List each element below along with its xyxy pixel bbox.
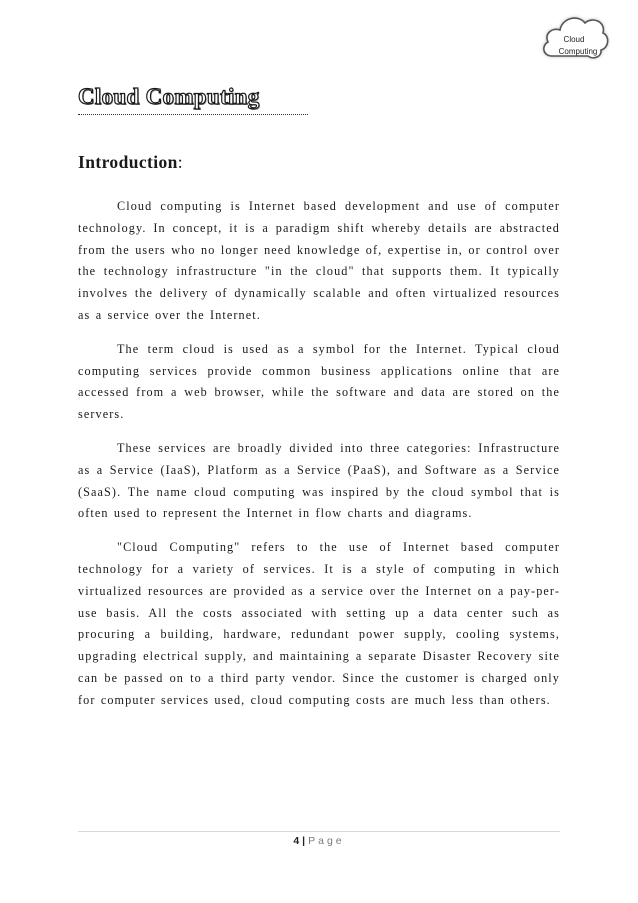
body-text [78, 196, 560, 724]
title-underline [78, 114, 308, 115]
page-number: 4 [293, 835, 300, 847]
section-heading-colon: : [177, 152, 183, 172]
paragraph: Cloud computing is Internet based development and use of computer technology. In concept, it is a paradigm shift whereby details are abstracted from the users who no longer need knowledge of, expertise in, or control over the technology infrastructure "in the cloud" that supports them. It typically involves the delivery of dynamically scalable and often virtualized resources as a service over the Internet. [78, 199, 560, 322]
page-footer [0, 835, 638, 847]
page-title: Cloud Computing [78, 84, 260, 109]
paragraph: "Cloud Computing" refers to the use of Internet based computer technology for a variety of services. It is a style of computing in which virtualized resources are provided as a service over the Internet on a pay-per-use basis. All the costs associated with setting up a data center such as procuring a building, hardware, redundant power supply, cooling systems, upgrading electrical supply, and maintaining a separate Disaster Recovery site can be passed on to a third party vendor. Since the customer is charged only for computer services used, cloud computing costs are much less than others. [78, 540, 560, 707]
paragraph: These services are broadly divided into three categories: Infrastructure as a Service (IaaS), Platform as a Service (PaaS), and Software as a Service (SaaS). The name cloud computing was inspired by the cloud symbol that is often used to represent the Internet in flow charts and diagrams. [78, 440, 560, 521]
paragraph: The term cloud is used as a symbol for the Internet. Typical cloud computing services provide common business applications online that are accessed from a web browser, while the software and data are stored on the servers. [78, 341, 560, 422]
cloud-logo [538, 6, 610, 62]
logo-text-computing: Computing [558, 47, 598, 56]
page-label: Page [308, 835, 345, 847]
section-heading [78, 152, 183, 173]
footer-separator: | [302, 835, 306, 847]
footer-divider [78, 831, 560, 832]
section-heading-text: Introduction [78, 152, 178, 172]
logo-text-cloud: Cloud [563, 35, 585, 44]
